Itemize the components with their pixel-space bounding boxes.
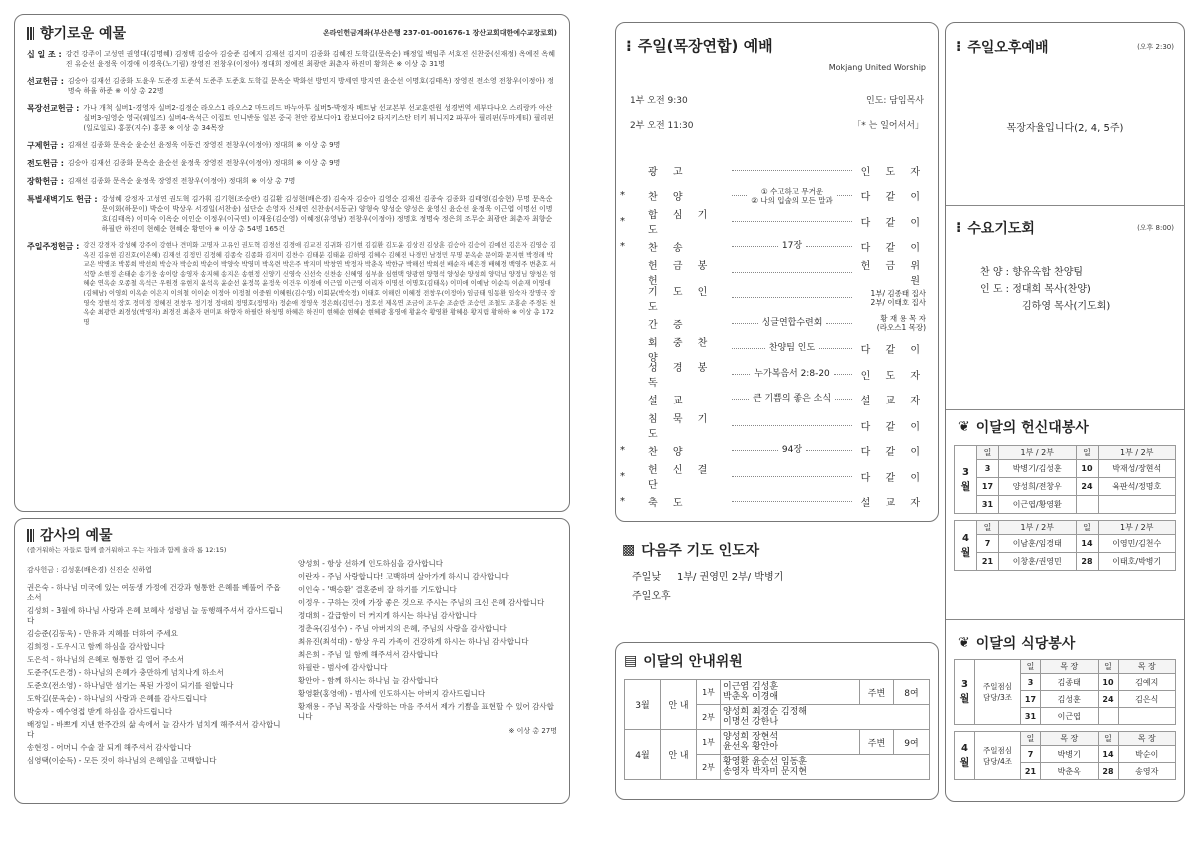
worship-item-label: 설 교 <box>648 396 689 407</box>
table-cell: 이창훈/권영민 <box>999 553 1077 571</box>
table-cell: 김성훈 <box>1041 691 1099 708</box>
ushers-title: ▤ 이달의 안내위원 <box>624 653 743 670</box>
table-cell: 이태호/박병기 <box>1098 553 1176 571</box>
worship-item-label: 간 증 <box>648 319 689 331</box>
month-label: 3 월 <box>955 446 977 514</box>
offering-names: 김승아 김재선 김종화 문옥순 윤순선 윤정욱 장영진 전창우(이정아) 정대희 <box>67 159 295 167</box>
table-header: 일 <box>1098 660 1118 674</box>
stand-marker: * <box>620 470 625 482</box>
leader-dots <box>834 374 852 375</box>
leader-dots <box>732 195 747 196</box>
table-cell: 양성희/전창우 <box>999 478 1077 496</box>
afternoon-text: 목장자율입니다(2, 4, 5주) <box>1006 123 1124 134</box>
bullet-icon: ⁝ <box>956 39 962 55</box>
leader-dots <box>732 272 852 273</box>
offering-title: 향기로운 예물 <box>27 23 126 43</box>
worship-order-row <box>620 465 926 491</box>
worship-item-person: 인 도 자 <box>860 370 927 382</box>
table-cell <box>1098 496 1176 514</box>
table-cell: 14 <box>1076 535 1098 553</box>
table-cell: 28 <box>1076 553 1098 571</box>
worship-order-row <box>628 286 926 313</box>
thanks-right-list <box>298 559 557 722</box>
worship-order-row <box>620 238 926 256</box>
ushers-row <box>625 680 930 705</box>
barcode-icon <box>27 529 34 542</box>
leader-dots <box>732 399 749 400</box>
table-header: 목 장 <box>1118 660 1176 674</box>
kitchen-duty-label: 주일점심 담당/3조 <box>975 660 1021 725</box>
worship-item-person: 다 같 이 <box>860 192 926 203</box>
month-label: 3 월 <box>955 660 975 725</box>
wednesday-title: ⁝ 수요기도회 <box>956 220 1035 237</box>
table-header: 목 장 <box>1041 732 1099 746</box>
offering-names: 김재선 김종화 문옥순 윤정욱 장영진 전창우(이정아) 정대희 <box>67 177 250 185</box>
offering-group <box>27 176 557 187</box>
worship-item-person: 1부/ 김종태 집사 2부/ 이태호 집사 <box>870 288 926 307</box>
table-cell: 이근엽 <box>1041 708 1099 725</box>
table-cell: 17 <box>1021 691 1041 708</box>
thanks-verse: (즐거워하는 자들로 함께 즐거워하고 우는 자들과 함께 울라 롬 12:15) <box>27 546 227 554</box>
leader-dots <box>732 450 778 451</box>
worship-order-row <box>620 493 926 511</box>
worship-item-detail: 94장 <box>781 445 803 455</box>
worship-item-label: 광 고 <box>648 166 689 178</box>
worship-item-label: 헌 신 결 단 <box>648 465 714 491</box>
offering-names: 강성혜 강정자 고성연 권도혁 김가휘 김기현(조승란) 김길환 김성현(배은경) 김숙자 김승아 김영순 김재선 김종숙 김종화 김태영(김승현) 무명 문옥순 문이화(하문이) 박순이 박상우 서경일(서찬송) 설단순 손영자 신채연 신찬송(서동균) 양형숙 양성순 양성은 윤영신 윤순선 윤정욱 이근엽 이명선 이명호(김태옥) 이미숙 이옥순 이인순 이정우(이국연) 이재웅(김순영) 이혜정(유영남) 전창우(이정아) 정명호 정명숙 정은희 조무순 최광란 최춘자 최향순 하필란 하진미 현혜순 현혜순 황민아 <box>101 195 553 233</box>
worship-item-label: 찬 양 <box>648 192 689 203</box>
worship-time2: 2부 오전 11:30 <box>630 121 694 131</box>
thanks-note: ※ 이상 총 27명 <box>508 727 557 735</box>
table-header: 1부 / 2부 <box>999 521 1077 535</box>
offering-group-label: 장학헌금 : <box>27 177 64 186</box>
table-cell: 21 <box>1021 763 1041 780</box>
worship-item-person: 다 같 이 <box>860 243 926 254</box>
offering-group <box>27 140 557 151</box>
thanks-item: 황재용 - 주님 목장을 사랑하는 마음 주셔서 제가 기쁨을 표현할 수 있어 감사합니다 <box>298 702 554 721</box>
table-cell: 3 <box>977 460 999 478</box>
worship-title: ⁝ 주일(목장연합) 예배 <box>626 36 773 55</box>
table-cell: 31 <box>1021 708 1041 725</box>
ushers-part: 2부 <box>697 755 721 780</box>
table-cell: 7 <box>1021 746 1041 763</box>
month-label: 4 월 <box>955 521 977 571</box>
offering-group-text <box>68 76 557 96</box>
thanks-item: 양성희 - 항상 선하게 인도하심을 감사합니다 <box>298 559 444 568</box>
worship-subtitle: Mokjang United Worship <box>828 63 926 72</box>
stand-marker: * <box>620 190 625 201</box>
dedication-tables <box>954 445 1176 571</box>
book-icon: ▤ <box>624 653 638 669</box>
right-column <box>945 22 1185 802</box>
kitchen-table <box>954 731 1176 780</box>
next-prayer-title: ▩ 다음주 기도 인도자 <box>622 542 760 559</box>
offering-count: ※ 이상 총 22명 <box>115 87 164 95</box>
dedication-table <box>954 445 1176 514</box>
table-header: 일 <box>1076 521 1098 535</box>
offering-names: 강건 강경자 강성혜 강주이 강현나 견미화 고명자 고유인 권도혁 김경선 김경애 김교진 김귀화 김기현 김길환 김도윤 김상진 김상훈 김승아 김승이 김예선 김은자 김영승 김옥진 김유현 김진호(이은혜) 김재선 김정민 김정혜 김종숙 김종화 김지미 김찬수 김태분 김태윤 김하영 김혜수 김혜진 나경민 남정민 무명 문옥순 문이화 문지현 박경래 박교은 박병조 박봉희 박선희 박승자 박승희 박순이 박양숙 박영미 박옥련 박은주 박지미 박창연 박정자 박춘옥 박한규 박해선 박희선 배순자 배은경 배혜경 백영주 변춘호 서석향 소현정 손태순 송기웅 송이랑 송영자 송지혜 송지은 송현정 신양기 신영숙 신선숙 신찬송 신혜영 심부을 심현택 양광현 양형석 양성순 양성희 양덕님 양정님 양청은 엄혜순 연옥순 오종철 옥석근 우원경 유현지 윤석옥 윤순선 윤정목 윤정욱 이건우 이경애 이근엽 이근영 이리자 이명선 이명호(김태옥) 이미애 이예남 이순득 이순재 이영대(김혜남) 이영희 이옥순 이은지 이의철 이이순 이정아 이정철 이중원 이혜원(김수영) 이회분(박숙정) 이태호 이해린 이혜정 전창우(이정아) 임금태 임동환 임숙자 장명국 장영숙 장현석 장호 정미정 정혜진 전창우 정기정 정대희 정명호(정명자) 정순애 정영욱 정은희(김민수) 정호선 제옥연 조금이 조두순 조순란 조승민 조철도 조홍순 주경돈 천옥순 최광란 최경성(박영자) 최경진 최춘자 편미포 하향자 하필란 하청명 하혜은 하진미 현혜순 현혜순 현혜광 홍영애 황윤숙 황영환 황혜용 황지림 황하하 <box>83 241 557 317</box>
worship-item-person: 인 도 자 <box>860 166 926 178</box>
leader-dots <box>732 170 852 171</box>
barcode-icon <box>27 27 34 40</box>
offering-count: ※ 이상 총 9명 <box>296 141 341 149</box>
table-row <box>955 460 1176 478</box>
table-cell: 송영자 <box>1118 763 1176 780</box>
offering-group-text <box>68 140 557 151</box>
worship-item-detail: 17장 <box>781 241 803 251</box>
table-cell: 이남훈/임경태 <box>999 535 1077 553</box>
ushers-month: 4월 <box>625 730 661 780</box>
table-cell: 박춘옥 <box>1041 763 1099 780</box>
thanks-item: 송현정 - 어머니 수술 잘 되게 해주셔서 감사합니다 <box>27 743 192 752</box>
worship-item-label: 회 중 찬 양 <box>648 337 714 364</box>
kitchen-tables <box>954 659 1176 780</box>
leader-dots <box>806 450 852 451</box>
offering-group-text <box>66 49 557 69</box>
offering-section <box>14 14 570 512</box>
table-cell: 김예지 <box>1118 674 1176 691</box>
kitchen-section <box>954 633 1176 786</box>
worship-section <box>615 22 939 522</box>
thanks-item: 배정일 - 바쁘게 지낸 한주간의 삶 속에서 늘 감사가 넘치게 해주셔서 감사합니다 <box>27 720 281 739</box>
ushers-count: 8여 <box>894 680 930 705</box>
table-cell: 김종태 <box>1041 674 1099 691</box>
table-cell: 육판석/정명호 <box>1098 478 1176 496</box>
offering-group-text <box>102 194 557 234</box>
stand-marker: * <box>620 215 625 227</box>
worship-item-label: 헌 금 봉 헌 <box>648 261 714 287</box>
worship-item-detail: ① 수고하고 무거운 ② 나의 입술의 모든 말과 <box>751 186 833 205</box>
worship-item-detail: 싱글연합수련회 <box>761 317 823 328</box>
ushers-side: 주변 <box>860 730 894 755</box>
offering-group-label: 선교헌금 : <box>27 77 64 86</box>
table-header: 1부 / 2부 <box>1098 521 1176 535</box>
thanks-first: 감사헌금 : 김성훈(배은경) 신진순 신하엽 <box>27 566 152 574</box>
kitchen-table <box>954 659 1176 725</box>
offering-account: 온라인헌금계좌(부산은행 237-01-001676-1 장산교회대한예수교장로회) <box>323 29 557 37</box>
offering-names: 김재선 김종화 문옥순 윤순선 윤정욱 이동건 장영진 전창우(이정아) 정대희 <box>67 141 295 149</box>
thanks-title: 감사의 예물 <box>27 525 557 545</box>
thanks-item: 정대희 - 갈급함이 더 커지게 하시는 하나님 감사합니다 <box>298 611 477 620</box>
offering-count: ※ 이상 총 54명 165건 <box>214 225 286 233</box>
worship-item-person: 헌 금 위 원 <box>860 261 926 287</box>
worship-item-detail: 찬양팀 인도 <box>768 343 816 353</box>
table-cell: 28 <box>1098 763 1118 780</box>
offering-group <box>27 76 557 96</box>
table-header: 목 장 <box>1041 660 1099 674</box>
thanks-item: 이인숙 - '백승환' 결혼준비 잘 하기를 기도합니다 <box>298 585 457 594</box>
dedication-section <box>954 417 1176 577</box>
thanks-item: 이란자 - 주님 사랑합니다! 고백하며 살아가게 하시니 감사합니다 <box>298 572 509 581</box>
table-header: 일 <box>977 521 999 535</box>
worship-item-label: 기 도 인 도 <box>648 286 714 313</box>
worship-order-row <box>620 186 926 205</box>
ushers-names: 양성희 최경순 김정해 이명선 강한나 <box>721 705 930 730</box>
table-header-row <box>955 660 1176 674</box>
offering-names: 김승아 김재선 김종화 도윤우 도준경 도준석 도준주 도준호 도학길 문옥순 박화선 방민지 방세연 방지연 윤순선 이명호(김태옥) 장영진 전소영 전창우(이정아) 정명숙 하율 하준 <box>67 77 554 95</box>
thanks-item: 최유진(최석대) - 항상 우리 가족이 건강하게 하시는 하나님 감사합니다 <box>298 637 529 646</box>
thanks-item: 심영택(이순득) - 모든 것이 하나님의 은혜임을 고백합니다 <box>27 756 217 765</box>
worship-time1: 1부 오전 9:30 <box>630 96 688 106</box>
ushers-month: 3월 <box>625 680 661 730</box>
bullet-icon: ⁝ <box>956 220 962 236</box>
offering-group-text <box>68 176 557 187</box>
worship-order-row <box>628 414 926 440</box>
bullet-icon: ⁝ <box>626 36 632 55</box>
thanks-item: 권은숙 - 하나님 미국에 있는 여동생 가정에 건강과 형통한 은혜를 베풀어 주옵소서 <box>27 583 281 602</box>
afternoon-section <box>956 37 1174 134</box>
table-cell: 10 <box>1098 674 1118 691</box>
table-cell: 14 <box>1098 746 1118 763</box>
offering-groups <box>27 49 557 327</box>
worship-order-row <box>628 363 927 389</box>
ushers-names: 양성희 장현석 윤선옥 황안아 <box>721 730 860 755</box>
table-header-row <box>955 521 1176 535</box>
worship-item-person: 황 재 용 목 자 (라오스1 목장) <box>876 314 927 332</box>
thanks-item: 정춘옥(김성수) - 주님 아버지의 은혜, 주님의 사랑을 감사합니다 <box>298 624 507 633</box>
worship-item-label: 성 경 봉 독 <box>648 363 714 389</box>
worship-item-detail: 큰 기쁨의 좋은 소식 <box>752 394 832 404</box>
offering-group-label: 주일주정헌금 : <box>27 242 80 251</box>
table-header: 1부 / 2부 <box>1098 446 1176 460</box>
offering-group <box>27 241 557 327</box>
table-cell: 3 <box>1021 674 1041 691</box>
leader-dots <box>732 323 758 324</box>
leader-dots <box>732 374 750 375</box>
worship-item-person: 다 같 이 <box>860 421 926 433</box>
thanks-item: 도학길(문옥순) - 하나님의 사랑과 은혜를 감사드립니다 <box>27 694 207 703</box>
hatch-icon: ▩ <box>622 542 636 558</box>
offering-group <box>27 103 557 133</box>
wednesday-time: (오후 8:00) <box>1137 224 1174 232</box>
table-cell <box>1098 708 1118 725</box>
thanks-item: 도준호(전소영) - 하나님만 섬기는 복된 가정이 되기를 원합니다 <box>27 681 234 690</box>
table-header: 일 <box>1098 732 1118 746</box>
table-cell <box>1118 708 1176 725</box>
table-cell: 7 <box>977 535 999 553</box>
thanks-section <box>14 518 570 804</box>
table-cell: 김은식 <box>1118 691 1176 708</box>
worship-item-label: 찬 송 <box>648 243 689 254</box>
offering-group-label: 구제헌금 : <box>27 141 64 150</box>
offering-count: ※ 이상 총 34목장 <box>168 124 224 132</box>
worship-order-row <box>628 314 926 332</box>
table-cell: 박순이 <box>1118 746 1176 763</box>
table-row <box>955 478 1176 496</box>
worship-item-person: 다 같 이 <box>860 472 926 484</box>
worship-leader: 인도: 담임목사 <box>865 96 924 106</box>
afternoon-title: ⁝ 주일오후예배 <box>956 39 1049 56</box>
table-cell: 이근엽/황영환 <box>999 496 1077 514</box>
table-cell: 박재성/장현석 <box>1098 460 1176 478</box>
thanks-item: 이정우 - 구하는 것에 가장 좋은 것으로 주시는 주님의 크신 은혜 감사합니다 <box>298 598 545 607</box>
thanks-item: 하필란 - 범사에 감사합니다 <box>298 663 388 672</box>
table-row <box>955 553 1176 571</box>
leader-dots <box>732 246 778 247</box>
offering-count: ※ 이상 총 172명 <box>83 308 554 326</box>
table-cell: 10 <box>1076 460 1098 478</box>
table-cell: 박병기/김성훈 <box>999 460 1077 478</box>
leader-dots <box>732 348 765 349</box>
leader-dots <box>835 399 852 400</box>
offering-count: ※ 이상 총 7명 <box>251 177 296 185</box>
worship-item-person: 설 교 자 <box>860 498 926 509</box>
thanks-item: 황안아 - 함께 하시는 하나님 늘 감사합니다 <box>298 676 439 685</box>
offering-group-label: 목장선교헌금 : <box>27 104 80 113</box>
table-cell: 박병기 <box>1041 746 1099 763</box>
ushers-section <box>615 642 939 800</box>
worship-order-row <box>620 442 926 460</box>
dedication-table <box>954 520 1176 571</box>
worship-order-row <box>628 161 926 179</box>
worship-order-row <box>620 210 926 236</box>
kitchen-title: ❦ 이달의 식당봉사 <box>958 635 1076 652</box>
next-prayer-day-text: 1부/ 권영민 2부/ 박병기 <box>676 572 784 583</box>
next-prayer-label-day: 주일낮 <box>632 572 661 583</box>
table-cell: 이영민/김천수 <box>1098 535 1176 553</box>
table-row <box>955 535 1176 553</box>
ushers-side: 주변 <box>860 680 894 705</box>
leaf-icon: ❦ <box>958 419 970 435</box>
offering-group-label: 전도헌금 : <box>27 159 64 168</box>
wednesday-prayer: 김하영 목사(기도회) <box>1022 301 1111 312</box>
offering-group-text <box>83 103 557 133</box>
worship-item-label: 찬 양 <box>648 447 689 458</box>
thanks-item: 김승준(김동욱) - 만유과 지혜를 더하여 주세요 <box>27 629 178 638</box>
offering-names: 강건 강주이 고성연 권영대(김명혜) 김정택 김승아 김승준 김예지 김재선 김지미 김종화 김혜진 도학길(문옥순) 배정일 백임주 서호진 신찬중(신재정) 옥예진 옥혜진 유순선 윤정욱 이경애 이경욱(노기림) 장영진 전창우(이정아) 정대희 정예진 최광란 최춘자 하진미 황희은 <box>65 50 555 68</box>
worship-order-row <box>628 391 926 409</box>
thanks-item: 최은희 - 주님 일 함께 해주셔서 감사합니다 <box>298 650 439 659</box>
afternoon-time: (오후 2:30) <box>1137 43 1174 51</box>
month-label: 4 월 <box>955 732 975 780</box>
thanks-item: 김성희 - 3월에 하나님 사랑과 은혜 보혜사 성령님 늘 동행해주셔서 감사드립니다 <box>27 606 283 625</box>
worship-item-label: 축 도 <box>648 498 689 509</box>
stand-marker: * <box>620 496 625 507</box>
leader-dots <box>732 297 852 298</box>
table-cell: 24 <box>1076 478 1098 496</box>
ushers-part: 1부 <box>697 680 721 705</box>
table-cell: 21 <box>977 553 999 571</box>
thanks-item: 도은석 - 하나님의 은혜로 형통한 길 열어 주소서 <box>27 655 185 664</box>
ushers-part: 2부 <box>697 705 721 730</box>
wednesday-leader: 인 도 : 정대희 목사(찬양) <box>980 284 1091 295</box>
dedication-title: ❦ 이달의 헌신대봉사 <box>958 419 1089 436</box>
table-header-row <box>955 446 1176 460</box>
leaf-icon: ❦ <box>958 635 970 651</box>
ushers-names: 이근엽 김성훈 박춘옥 이경애 <box>721 680 860 705</box>
offering-count: ※ 이상 총 31명 <box>396 60 445 68</box>
stand-marker: * <box>620 241 625 252</box>
leader-dots <box>732 501 852 502</box>
leader-dots <box>826 323 852 324</box>
ushers-count: 9여 <box>894 730 930 755</box>
offering-names: 가나 개척 실버1-경영자 실버2-김정순 라오스1 라오스2 마드리드 바누아투 실버5-박정자 베트남 선교본부 선교훈련원 성경번역 세부다나오 스리랑카 아산 실버3-임영순 영국(웨일즈) 실버4-옥석근 이집트 인니반둥 일본 중국 천안 캄보디아1 캄보디아2 타지키스탄 터키 튀니지2 파푸아 필리핀(두마게티) 필리핀(일로일로) 홍콩(지수) 홍콩 <box>83 104 554 132</box>
ushers-names: 황영환 윤순선 임동훈 송영자 박자미 문지현 <box>721 755 930 780</box>
table-header: 일 <box>1076 446 1098 460</box>
thanks-item: 도준주(도은경) - 하나님의 은혜가 충만하게 넘치나게 하소서 <box>27 668 224 677</box>
ushers-role: 안 내 <box>661 730 697 780</box>
table-header-row <box>955 732 1176 746</box>
table-header: 목 장 <box>1118 732 1176 746</box>
leader-dots <box>819 348 852 349</box>
worship-item-person: 다 같 이 <box>860 447 926 458</box>
ushers-table <box>624 679 930 780</box>
table-row <box>955 496 1176 514</box>
stand-marker: * <box>620 445 625 456</box>
table-header: 일 <box>977 446 999 460</box>
worship-item-label: 합 심 기 도 <box>648 210 714 236</box>
thanks-item: 황영환(홍영애) - 범사에 인도하시는 아버지 감사드립니다 <box>298 689 486 698</box>
leader-dots <box>732 425 852 426</box>
table-cell: 24 <box>1098 691 1118 708</box>
worship-stand-note: 「* 는 일어서서」 <box>852 121 924 131</box>
offering-group <box>27 49 557 69</box>
worship-item-label: 침 묵 기 도 <box>648 414 714 440</box>
worship-item-detail: 누가복음서 2:8-20 <box>754 368 830 379</box>
wednesday-section <box>956 218 1174 315</box>
offering-group-label: 십 일 조 : <box>27 50 62 59</box>
offering-group-text <box>68 158 557 169</box>
table-cell: 31 <box>977 496 999 514</box>
worship-item-person: 다 같 이 <box>860 345 926 356</box>
next-prayer-label-afternoon: 주일오후 <box>632 591 671 602</box>
leader-dots <box>837 195 852 196</box>
ushers-row <box>625 730 930 755</box>
offering-group <box>27 158 557 169</box>
worship-order-row <box>628 337 926 364</box>
worship-order-row <box>628 261 926 287</box>
table-header: 1부 / 2부 <box>999 446 1077 460</box>
table-header: 일 <box>1021 732 1041 746</box>
ushers-role: 안 내 <box>661 680 697 730</box>
wednesday-praise: 찬 양 : 향유옥합 찬양팀 <box>980 267 1084 278</box>
table-cell <box>1076 496 1098 514</box>
thanks-left-list <box>27 583 286 766</box>
ushers-part: 1부 <box>697 730 721 755</box>
worship-item-person: 다 같 이 <box>860 217 926 229</box>
offering-group <box>27 194 557 234</box>
thanks-item: 박숭자 - 예수영접 받게 하심을 감사드립니다 <box>27 707 173 716</box>
worship-item-person: 설 교 자 <box>860 396 927 407</box>
thanks-item: 김희정 - 도우시고 함께 하심을 감사합니다 <box>27 642 165 651</box>
leader-dots <box>732 221 852 222</box>
kitchen-duty-label: 주일점심 담당/4조 <box>975 732 1021 780</box>
leader-dots <box>806 246 852 247</box>
leader-dots <box>732 476 852 477</box>
offering-group-label: 특별새벽기도 헌금 : <box>27 195 98 204</box>
next-prayer-section <box>622 540 932 600</box>
offering-count: ※ 이상 총 9명 <box>296 159 341 167</box>
offering-group-text <box>83 241 557 327</box>
table-cell: 17 <box>977 478 999 496</box>
table-header: 일 <box>1021 660 1041 674</box>
